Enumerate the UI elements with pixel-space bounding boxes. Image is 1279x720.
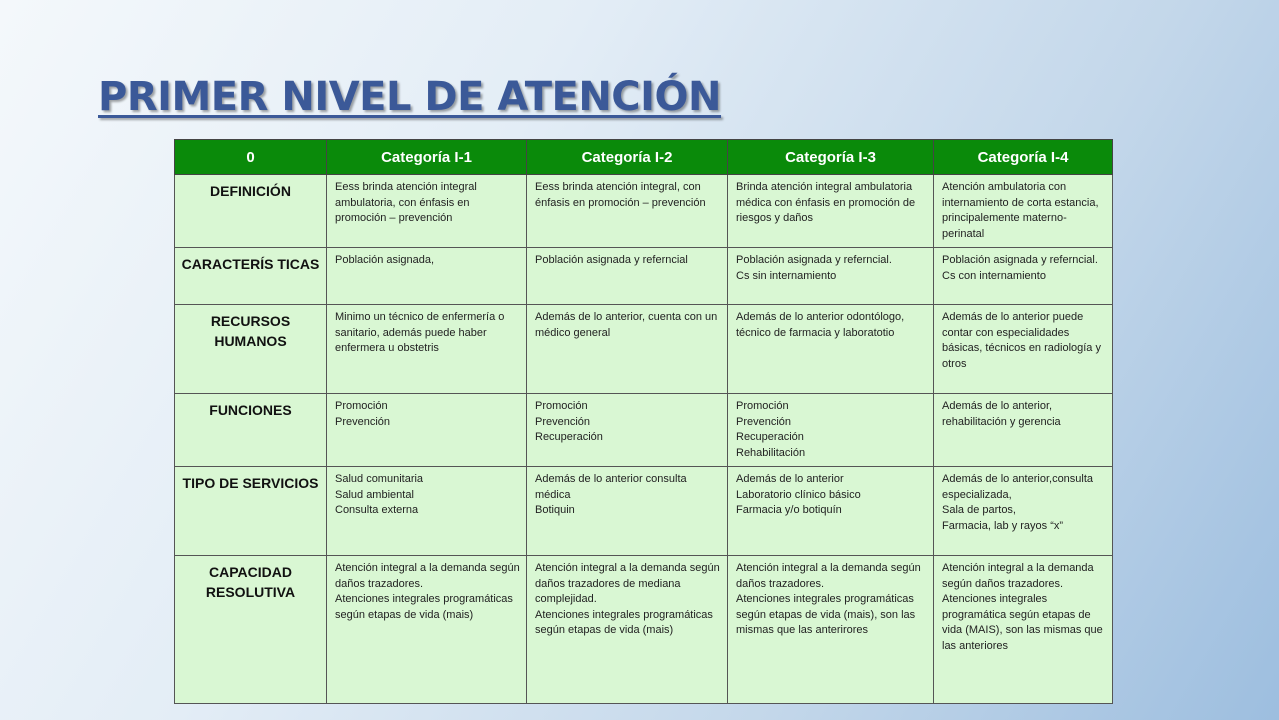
table-cell: Además de lo anterior, cuenta con un médico general: [527, 305, 728, 394]
header-cell-0: 0: [175, 140, 327, 175]
table-cell: Población asignada y referncial: [527, 248, 728, 305]
table-cell: Salud comunitaria Salud ambiental Consulta externa: [327, 467, 527, 556]
table-cell: Atención integral a la demanda según daños trazadores. Atenciones integrales programáticas según etapas de vida (mais): [327, 556, 527, 704]
table-cell: Promoción Prevención Recuperación Rehabilitación: [728, 394, 934, 467]
table-cell: Además de lo anterior, rehabilitación y gerencia: [934, 394, 1113, 467]
table-cell: Además de lo anterior odontólogo, técnico de farmacia y laboratotio: [728, 305, 934, 394]
table-cell: Además de lo anterior,consulta especializada, Sala de partos, Farmacia, lab y rayos “x”: [934, 467, 1113, 556]
header-cell-2: Categoría I-2: [527, 140, 728, 175]
table-cell: Atención integral a la demanda según daños trazadores. Atenciones integrales programática según etapas de vida (MAIS), son las mismas que las anteriores: [934, 556, 1113, 704]
row-label: FUNCIONES: [175, 394, 327, 467]
categories-table: [174, 139, 1113, 704]
table-cell: Además de lo anterior consulta médica Botiquin: [527, 467, 728, 556]
table-cell: Población asignada y referncial. Cs sin internamiento: [728, 248, 934, 305]
table-cell: Promoción Prevención: [327, 394, 527, 467]
table-cell: Población asignada,: [327, 248, 527, 305]
row-label: DEFINICIÓN: [175, 175, 327, 248]
header-cell-3: Categoría I-3: [728, 140, 934, 175]
row-label: TIPO DE SERVICIOS: [175, 467, 327, 556]
table-cell: Atención ambulatoria con internamiento de corta estancia, principalemente materno-perinatal: [934, 175, 1113, 248]
table-row: [175, 305, 1113, 394]
table-cell: Población asignada y referncial. Cs con internamiento: [934, 248, 1113, 305]
table-cell: Además de lo anterior Laboratorio clínico básico Farmacia y/o botiquín: [728, 467, 934, 556]
row-label: RECURSOS HUMANOS: [175, 305, 327, 394]
table-cell: Promoción Prevención Recuperación: [527, 394, 728, 467]
row-label: CAPACIDAD RESOLUTIVA: [175, 556, 327, 704]
table-cell: Eess brinda atención integral, con énfasis en promoción – prevención: [527, 175, 728, 248]
table-row: [175, 248, 1113, 305]
table-cell: Eess brinda atención integral ambulatoria, con énfasis en promoción – prevención: [327, 175, 527, 248]
table-header-row: [175, 140, 1113, 175]
table-row: [175, 175, 1113, 248]
table-cell: Brinda atención integral ambulatoria médica con énfasis en promoción de riesgos y daños: [728, 175, 934, 248]
table-cell: Atención integral a la demanda según daños trazadores de mediana complejidad. Atenciones integrales programáticas según etapas de vida (mais): [527, 556, 728, 704]
table-row: [175, 394, 1113, 467]
table-row: [175, 556, 1113, 704]
row-label: CARACTERÍS TICAS: [175, 248, 327, 305]
table-cell: Minimo un técnico de enfermería o sanitario, además puede haber enfermera u obstetris: [327, 305, 527, 394]
header-cell-4: Categoría I-4: [934, 140, 1113, 175]
header-cell-1: Categoría I-1: [327, 140, 527, 175]
page-title: PRIMER NIVEL DE ATENCIÓN: [98, 74, 722, 120]
table-cell: Además de lo anterior puede contar con especialidades básicas, técnicos en radiología y otros: [934, 305, 1113, 394]
table-row: [175, 467, 1113, 556]
table-cell: Atención integral a la demanda según daños trazadores. Atenciones integrales programáticas según etapas de vida (mais), son las mismas que las anterirores: [728, 556, 934, 704]
